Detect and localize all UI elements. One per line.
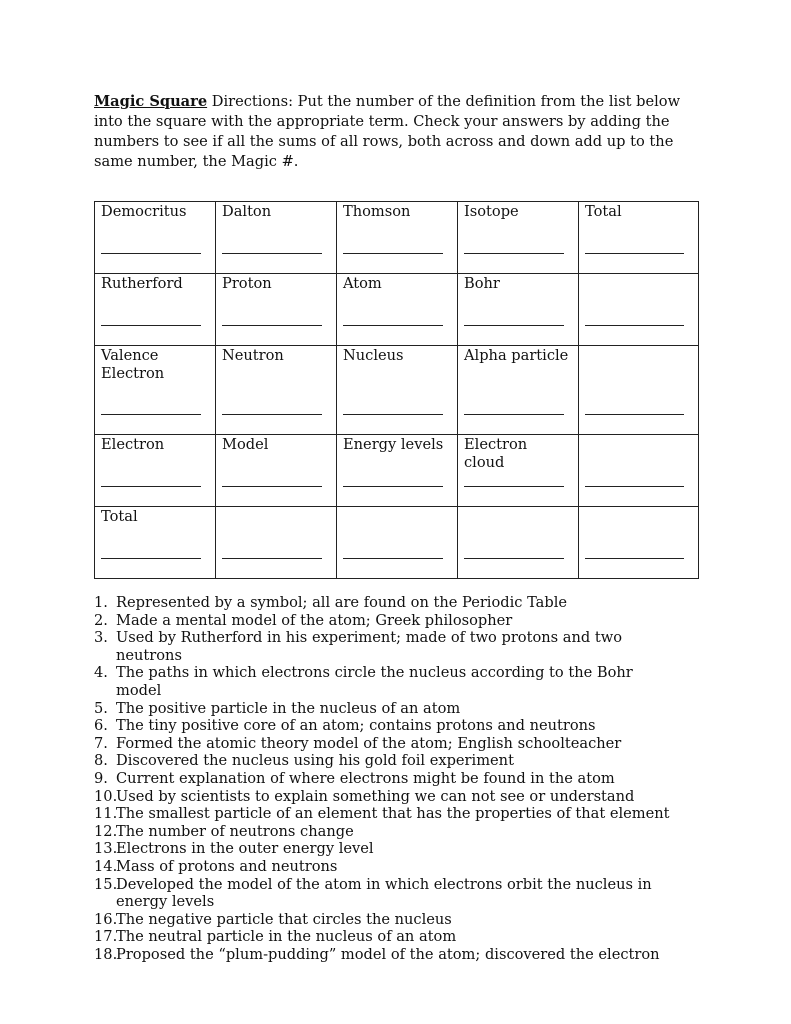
cell-term: Electron [101, 436, 165, 453]
definition-text: Proposed the “plum-pudding” model of the atom; discovered the electron [116, 945, 660, 963]
definition-number: 17. [94, 928, 118, 946]
answer-blank [585, 558, 684, 559]
answer-blank [101, 414, 201, 415]
grid-row-1 [95, 202, 699, 274]
cell-term [343, 507, 451, 508]
total-cell[interactable] [95, 507, 215, 578]
definition-number: 12. [94, 822, 118, 840]
cell-term [585, 435, 692, 436]
worksheet-heading: Magic Square [94, 93, 208, 110]
answer-blank [585, 253, 684, 254]
definition-number: 14. [94, 857, 118, 875]
definition-text: Used by scientists to explain something we can not see or understand [116, 787, 635, 805]
definition-text: The neutral particle in the nucleus of an atom [116, 928, 457, 946]
total-cell[interactable] [579, 202, 698, 273]
total-cell[interactable] [337, 507, 457, 578]
grid-row-2 [95, 274, 699, 346]
definition-item [94, 911, 674, 929]
answer-blank [222, 486, 322, 487]
cell-term: Proton [222, 275, 272, 292]
magic-number-cell[interactable] [579, 507, 698, 578]
definition-number: 7. [94, 734, 108, 752]
grid-cell[interactable] [216, 274, 336, 345]
grid-cell[interactable] [337, 202, 457, 273]
total-cell[interactable] [579, 274, 698, 345]
cell-term: Model [222, 436, 269, 453]
answer-blank [464, 414, 564, 415]
definition-number: 9. [94, 769, 108, 787]
definition-item [94, 840, 674, 858]
definition-item [94, 805, 674, 823]
directions-paragraph [94, 92, 694, 172]
definition-text: Represented by a symbol; all are found on the Periodic Table [116, 594, 568, 611]
definition-item [94, 629, 674, 664]
grid-cell[interactable] [337, 435, 457, 506]
grid-cell[interactable] [95, 346, 215, 434]
definition-number: 13. [94, 840, 118, 858]
grid-row-total [95, 507, 699, 579]
answer-blank [464, 325, 564, 326]
directions-text: Directions: Put the number of the definition from the list below into the square with the appropriate term. Check your answers by adding the numbers to see if all the sums of all rows, both across and down add up to the same number, the Magic #. [94, 93, 681, 170]
definition-item [94, 788, 674, 806]
answer-blank [101, 558, 201, 559]
cell-term: Neutron [222, 347, 284, 364]
answer-blank [343, 325, 443, 326]
definition-number: 6. [94, 717, 108, 735]
grid-cell[interactable] [337, 274, 457, 345]
grid-cell[interactable] [95, 202, 215, 273]
definition-text: The positive particle in the nucleus of an atom [116, 699, 461, 717]
answer-blank [343, 414, 443, 415]
answer-blank [222, 253, 322, 254]
definition-text: Discovered the nucleus using his gold foil experiment [116, 752, 514, 770]
cell-term [585, 274, 692, 275]
definition-item [94, 770, 674, 788]
magic-square-table [94, 201, 699, 579]
answer-blank [101, 325, 201, 326]
grid-cell[interactable] [216, 435, 336, 506]
definition-number: 4. [94, 664, 108, 682]
definition-number: 18. [94, 945, 118, 963]
definition-item [94, 946, 674, 964]
definition-item [94, 735, 674, 753]
answer-blank [343, 486, 443, 487]
answer-blank [222, 558, 322, 559]
cell-term [222, 507, 330, 508]
grid-row-3 [95, 346, 699, 435]
total-label: Total [585, 203, 622, 220]
answer-blank [343, 253, 443, 254]
total-cell[interactable] [579, 346, 698, 434]
definition-text: The smallest particle of an element that has the properties of that element [116, 805, 670, 823]
answer-blank [585, 325, 684, 326]
definition-number: 16. [94, 910, 118, 928]
cell-term: Rutherford [101, 275, 183, 292]
grid-row-4 [95, 435, 699, 507]
cell-term: Atom [343, 275, 382, 292]
definition-text: Used by Rutherford in his experiment; made of two protons and two neutrons [116, 629, 622, 664]
answer-blank [101, 486, 201, 487]
grid-cell[interactable] [216, 346, 336, 434]
cell-term [585, 346, 692, 347]
grid-cell[interactable] [458, 435, 578, 506]
definition-text: Mass of protons and neutrons [116, 857, 338, 875]
definition-item [94, 928, 674, 946]
grid-cell[interactable] [337, 346, 457, 434]
total-label: Total [101, 508, 138, 525]
definition-number: 10. [94, 787, 118, 805]
answer-blank [343, 558, 443, 559]
definition-number: 8. [94, 752, 108, 770]
definition-number: 1. [94, 594, 108, 611]
definition-text: Developed the model of the atom in which electrons orbit the nucleus in energy levels [116, 875, 652, 911]
definition-number: 15. [94, 875, 118, 893]
answer-blank [585, 414, 684, 415]
answer-blank [464, 253, 564, 254]
total-cell[interactable] [216, 507, 336, 578]
definition-number: 2. [94, 611, 108, 629]
definition-text: The negative particle that circles the nucleus [116, 910, 452, 928]
cell-term: Democritus [101, 203, 187, 220]
total-cell[interactable] [458, 507, 578, 578]
definitions-list [94, 594, 674, 963]
definition-item [94, 717, 674, 735]
definition-text: The number of neutrons change [116, 822, 354, 840]
cell-term: Thomson [343, 203, 411, 220]
definition-item [94, 752, 674, 770]
answer-blank [101, 253, 201, 254]
definition-text: Made a mental model of the atom; Greek philosopher [116, 611, 513, 629]
answer-blank [222, 414, 322, 415]
definition-item [94, 594, 674, 612]
definition-number: 11. [94, 805, 118, 823]
definition-item [94, 876, 674, 911]
answer-blank [464, 558, 564, 559]
answer-blank [585, 486, 684, 487]
cell-term: Alpha particle [464, 347, 569, 364]
definition-text: Formed the atomic theory model of the atom; English schoolteacher [116, 734, 622, 752]
definition-number: 5. [94, 699, 108, 717]
cell-term: Nucleus [343, 347, 404, 364]
total-cell[interactable] [579, 435, 698, 506]
grid-cell[interactable] [216, 202, 336, 273]
definition-item [94, 858, 674, 876]
cell-term [464, 507, 572, 508]
answer-blank [222, 325, 322, 326]
grid-cell[interactable] [458, 274, 578, 345]
cell-term: Electron cloud [464, 436, 528, 471]
definition-item [94, 612, 674, 630]
grid-cell[interactable] [95, 435, 215, 506]
definition-item [94, 823, 674, 841]
definition-item [94, 664, 674, 699]
grid-cell[interactable] [458, 346, 578, 434]
cell-term: Energy levels [343, 436, 444, 453]
definition-number: 3. [94, 629, 108, 647]
definition-text: Electrons in the outer energy level [116, 840, 374, 858]
definition-item [94, 700, 674, 718]
grid-cell[interactable] [95, 274, 215, 345]
definition-text: The tiny positive core of an atom; contains protons and neutrons [116, 717, 596, 735]
definition-text: The paths in which electrons circle the nucleus according to the Bohr model [116, 664, 633, 699]
answer-blank [464, 486, 564, 487]
cell-term: Dalton [222, 203, 272, 220]
cell-term: Valence Electron [101, 347, 165, 382]
cell-term: Bohr [464, 275, 500, 292]
grid-cell[interactable] [458, 202, 578, 273]
cell-term [585, 507, 692, 508]
definition-text: Current explanation of where electrons might be found in the atom [116, 769, 615, 787]
cell-term: Isotope [464, 203, 519, 220]
